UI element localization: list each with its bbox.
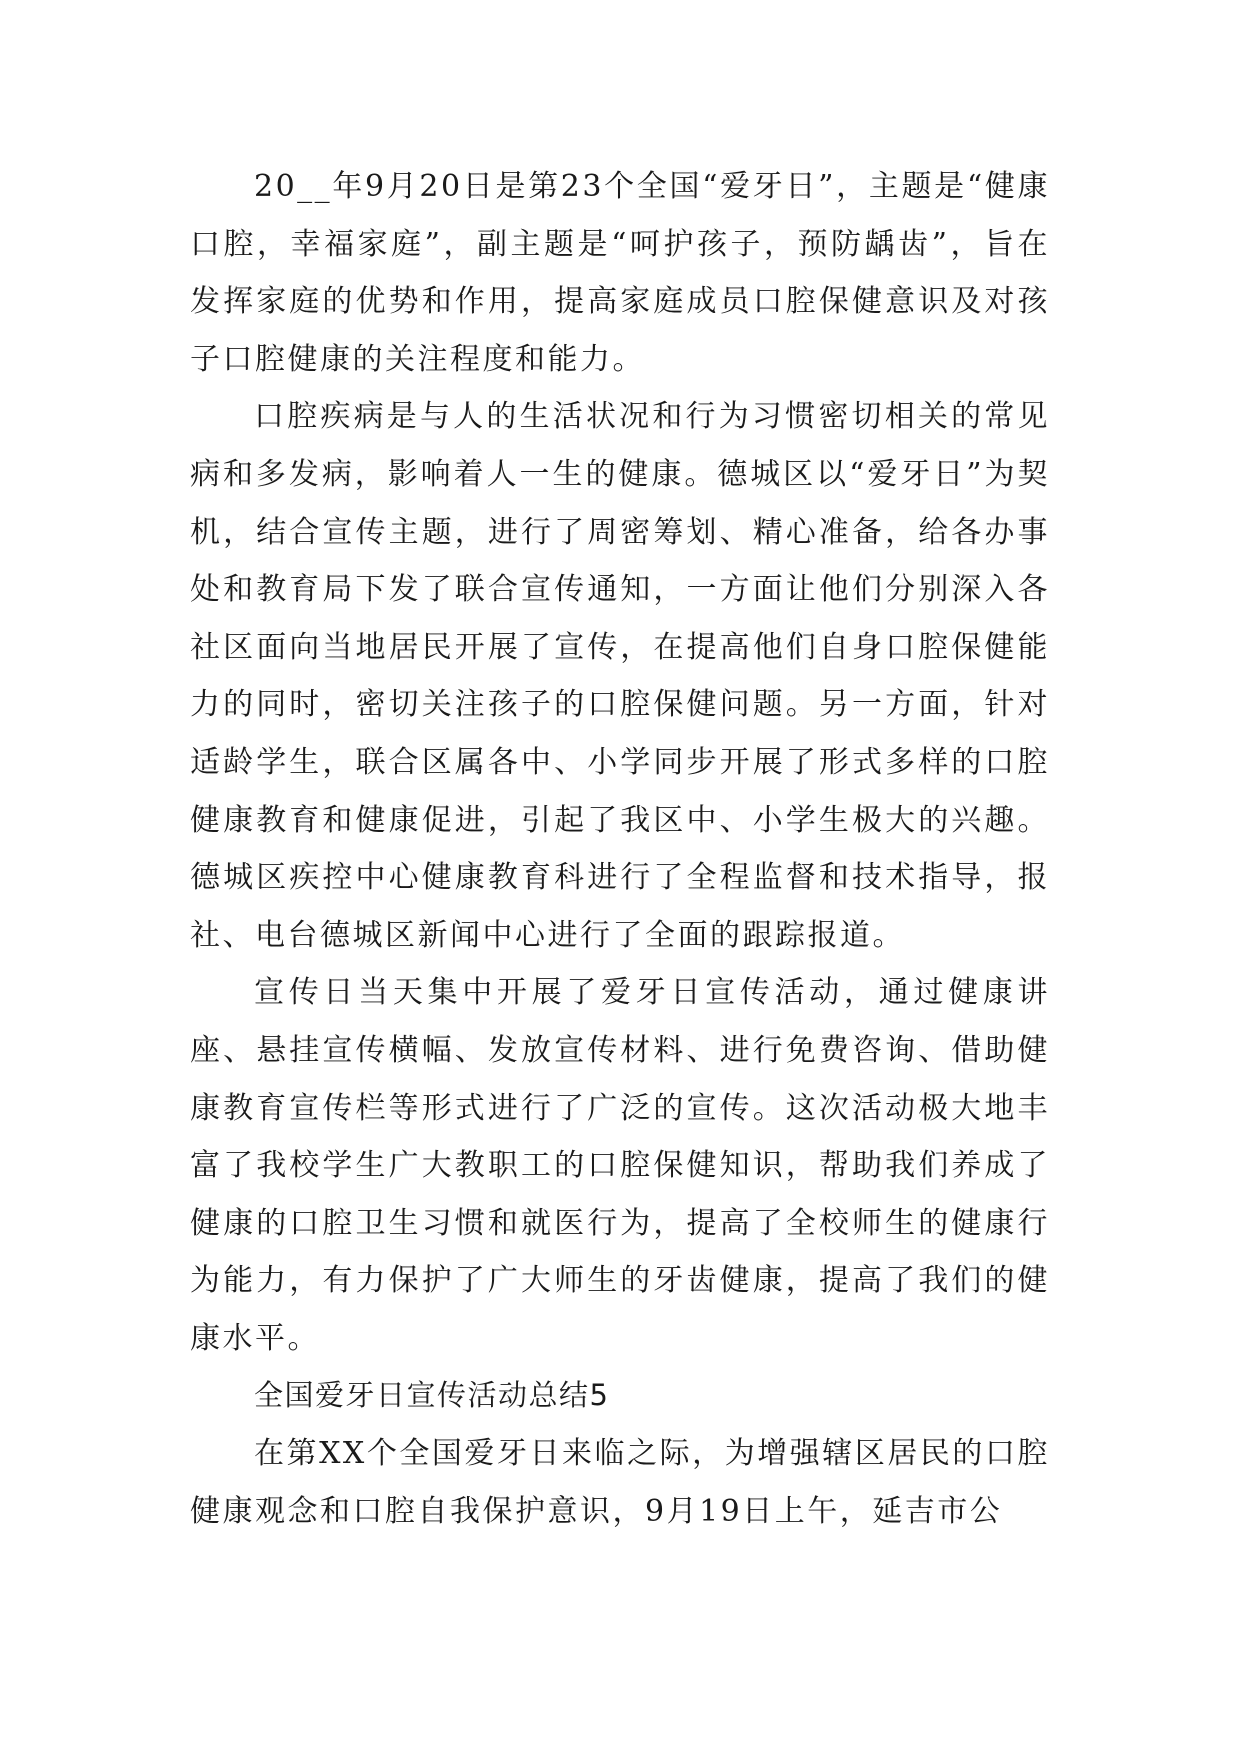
paragraph-1: 20__年9月20日是第23个全国“爱牙日”，主题是“健康口腔，幸福家庭”，副主题是“呵护孩子，预防龋齿”，旨在发挥家庭的优势和作用，提高家庭成员口腔保健意识及对孩子口腔健康的关注程度和能力。 xyxy=(190,169,1050,377)
section-heading: 全国爱牙日宣传活动总结5 xyxy=(254,1378,610,1413)
paragraph-2: 口腔疾病是与人的生活状况和行为习惯密切相关的常见病和多发病，影响着人一生的健康。德城区以“爱牙日”为契机，结合宣传主题，进行了周密筹划、精心准备，给各办事处和教育局下发了联合宣传通知，一方面让他们分别深入各社区面向当地居民开展了宣传，在提高他们自身口腔保健能力的同时，密切关注孩子的口腔保健问题。另一方面，针对适龄学生，联合区属各中、小学同步开展了形式多样的口腔健康教育和健康促进，引起了我区中、小学生极大的兴趣。德城区疾控中心健康教育科进行了全程监督和技术指导，报社、电台德城区新闻中心进行了全面的跟踪报道。 xyxy=(190,399,1050,953)
paragraph-3: 宣传日当天集中开展了爱牙日宣传活动，通过健康讲座、悬挂宣传横幅、发放宣传材料、进行免费咨询、借助健康教育宣传栏等形式进行了广泛的宣传。这次活动极大地丰富了我校学生广大教职工的口腔保健知识，帮助我们养成了健康的口腔卫生习惯和就医行为，提高了全校师生的健康行为能力，有力保护了广大师生的牙齿健康，提高了我们的健康水平。 xyxy=(190,975,1050,1356)
document-body xyxy=(190,158,1050,1540)
paragraph-4: 在第XX个全国爱牙日来临之际，为增强辖区居民的口腔健康观念和口腔自我保护意识，9月19日上午，延吉市公 xyxy=(190,1436,1050,1529)
